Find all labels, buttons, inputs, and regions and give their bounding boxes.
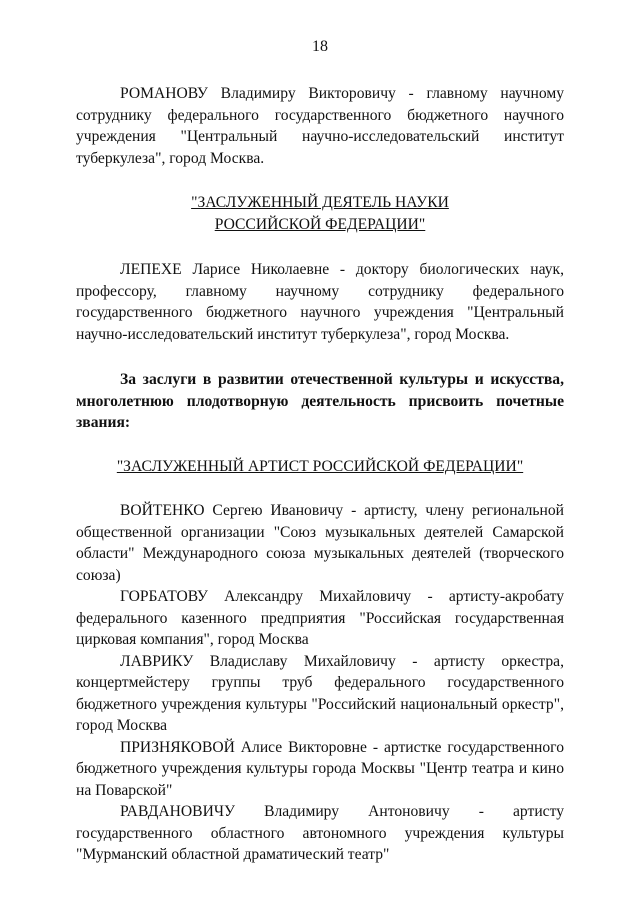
award-entry-lavrik: ЛАВРИКУ Владиславу Михайловичу - артисту оркестра, концертмейстеру группы труб федерального государственного бюджетного учреждения культуры "Российский национальный оркестр", город Москва bbox=[76, 652, 564, 734]
page-number: 18 bbox=[312, 38, 328, 55]
section-heading-artist: "ЗАСЛУЖЕННЫЙ АРТИСТ РОССИЙСКОЙ ФЕДЕРАЦИИ" bbox=[116, 457, 524, 475]
section-heading-science-line1: "ЗАСЛУЖЕННЫЙ ДЕЯТЕЛЬ НАУКИ bbox=[191, 194, 449, 211]
award-entry-voitenko: ВОЙТЕНКО Сергею Ивановичу - артисту, члену региональной общественной организации "Союз музыкальных деятелей Самарской области" Международного союза музыкальных деятелей (творческого союза) bbox=[76, 502, 564, 584]
document-body bbox=[76, 83, 564, 866]
section-heading-science bbox=[76, 192, 564, 235]
award-entry-priznyakova: ПРИЗНЯКОВОЙ Алисе Викторовне - артистке государственного бюджетного учреждения культуры города Москвы "Центр театра и кино на Поварской" bbox=[76, 738, 564, 799]
award-entry-lepekha: ЛЕПЕХЕ Ларисе Николаевне - доктору биологических наук, профессору, главному научному сотруднику федерального государственного бюджетного научного учреждения "Центральный научно-исследовательский институт туберкулеза", город Москва. bbox=[76, 261, 564, 343]
decree-text: За заслуги в развитии отечественной культуры и искусства, многолетнюю плодотворную деятельность присвоить почетные звания: bbox=[76, 371, 564, 431]
award-entry-ravdanovich: РАВДАНОВИЧУ Владимиру Антоновичу - артисту государственного областного автономного учреждения культуры "Мурманский областной драматический театр" bbox=[76, 803, 564, 863]
award-entry-gorbatov: ГОРБАТОВУ Александру Михайловичу - артисту-акробату федерального казенного предприятия "Российская государственная цирковая компания", город Москва bbox=[76, 588, 564, 648]
award-entry-romanov: РОМАНОВУ Владимиру Викторовичу - главному научному сотруднику федерального государственного бюджетного научного учреждения "Центральный научно-исследовательский институт туберкулеза", город Москва. bbox=[76, 85, 564, 167]
section-heading-science-line2: РОССИЙСКОЙ ФЕДЕРАЦИИ" bbox=[214, 215, 426, 233]
